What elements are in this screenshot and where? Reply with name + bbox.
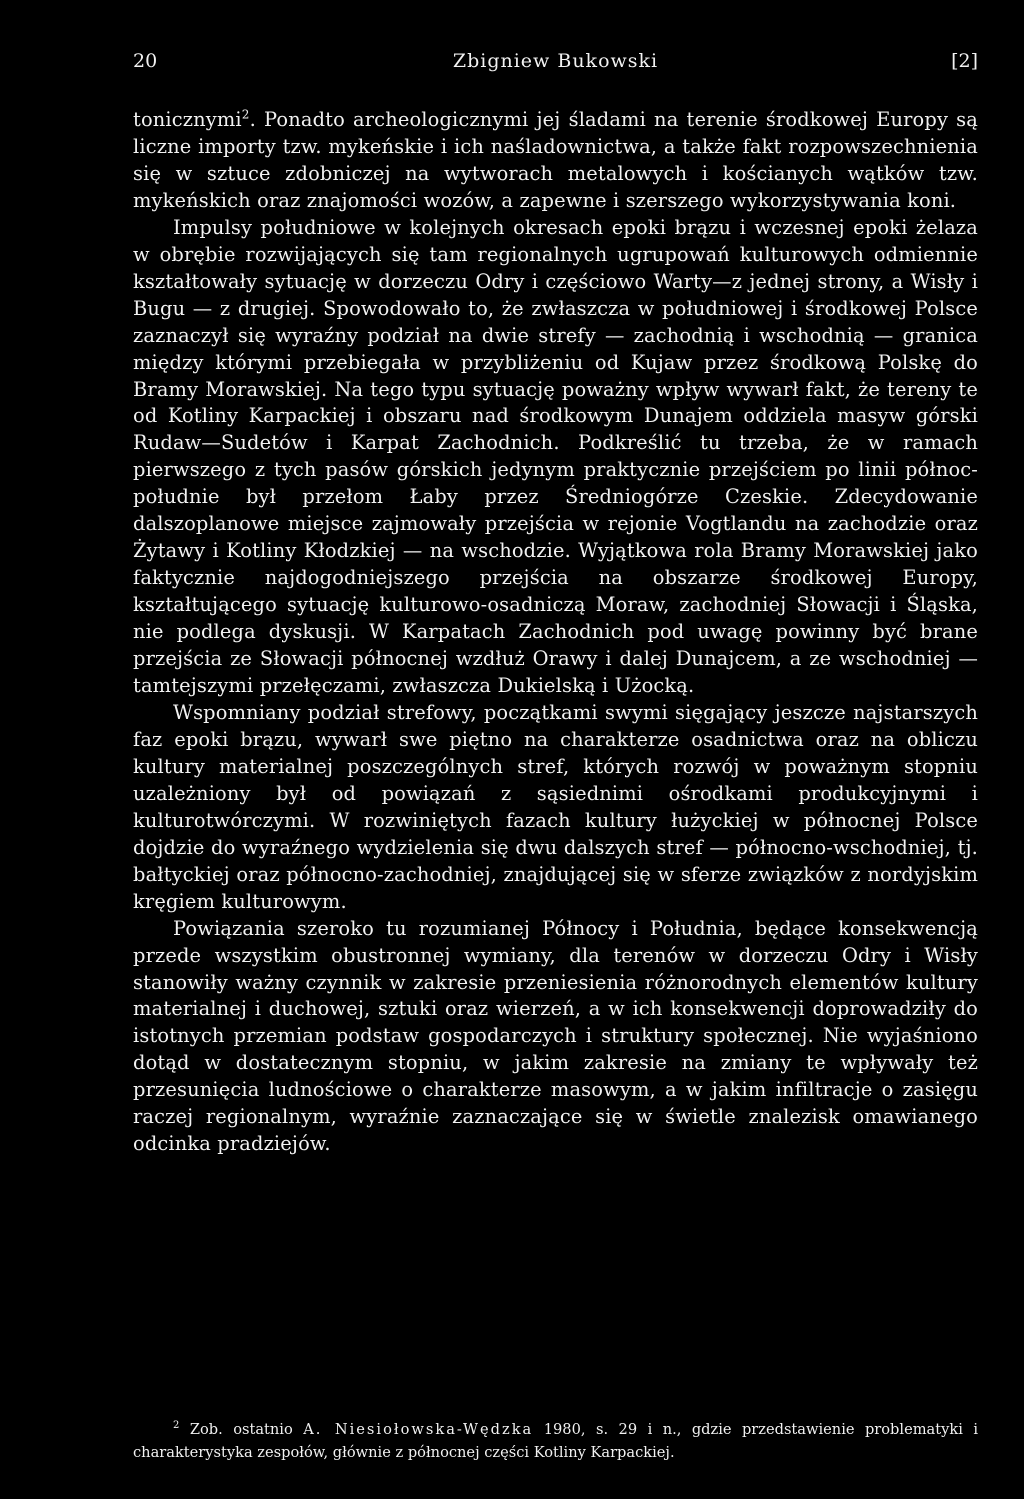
- paragraph-1-rest: . Ponadto archeologicznymi jej śladami na terenie środkowej Europy są liczne importy tzw. mykeńskie i ich naśladownictwa, a także fakt rozpowszechnienia się w sztuce zdobniczej na wytworach metalowych i kościanych wątków tzw. mykeńskich oraz znajomości wozów, a zapewne i szerszego wykorzystywania koni.: [133, 108, 978, 212]
- footnote-reference[interactable]: 2: [241, 107, 250, 122]
- paragraph-4: Powiązania szeroko tu rozumianej Północy i Południa, będące konsekwencją przede wszystkim obustronnej wymiany, dla terenów w dorzeczu Odry i Wisły stanowiły ważny czynnik w zakresie przeniesienia różnorodnych elementów kultury materialnej i duchowej, sztuki oraz wierzeń, a w ich konsekwencji doprowadziły do istotnych przemian podstaw gospodarczych i struktury społecznej. Nie wyjaśniono dotąd w dostatecznym stopniu, w jakim zakresie na zmiany te wpływały też przesunięcia ludnościowe o charakterze masowym, a w jakim infiltracje o zasięgu raczej regionalnym, wyraźnie zaznaczające się w świetle znalezisk omawianego odcinka pradziejów.: [133, 916, 978, 1156]
- running-head-author: Zbigniew Bukowski: [452, 50, 659, 72]
- main-text: [133, 107, 978, 1158]
- running-head: [133, 46, 978, 76]
- footnote-lead: Zob. ostatnio: [179, 1421, 304, 1438]
- page-number: 20: [133, 50, 158, 72]
- footnote-rest: 1980, s. 29 i n., gdzie przedstawienie problematyki i charakterystyka zespołów, głównie z północnej części Kotliny Karpackiej.: [133, 1421, 978, 1461]
- footnote-2: [133, 1418, 978, 1464]
- paragraph-1-start: tonicznymi: [133, 108, 242, 131]
- footnote-mark: 2: [173, 1420, 180, 1432]
- paragraph-1: [133, 107, 978, 215]
- paragraph-2: Impulsy południowe w kolejnych okresach epoki brązu i wczesnej epoki żelaza w obrębie rozwijających się tam regionalnych ugrupowań kulturowych odmiennie kształtowały sytuację w dorzeczu Odry i częściowo Warty—z jednej strony, a Wisły i Bugu — z drugiej. Spowodowało to, że zwłaszcza w południowej i środkowej Polsce zaznaczył się wyraźny podział na dwie strefy — zachodnią i wschodnią — granica między którymi przebiegała w przybliżeniu od Kujaw przez środkową Polskę do Bramy Morawskiej. Na tego typu sytuację poważny wpływ wywarł fakt, że tereny te od Kotliny Karpackiej i obszaru nad środkowym Dunajem oddziela masyw górski Rudaw—Sudetów i Karpat Zachodnich. Podkreślić tu trzeba, że w ramach pierwszego z tych pasów górskich jedynym praktycznie przejściem po linii północ-południe był przełom Łaby przez Średniogórze Czeskie. Zdecydowanie dalszoplanowe miejsce zajmowały przejścia w rejonie Vogtlandu na zachodzie oraz Żytawy i Kotliny Kłodzkiej — na wschodzie. Wyjątkowa rola Bramy Morawskiej jako faktycznie najdogodniejszego przejścia na obszarze środkowej Europy, kształtującego sytuację kulturowo-osadniczą Moraw, zachodniej Słowacji i Śląska, nie podlega dyskusji. W Karpatach Zachodnich pod uwagę powinny być brane przejścia ze Słowacji północnej wzdłuż Orawy i dalej Dunajcem, a ze wschodniej — tamtejszymi przełęczami, zwłaszcza Dukielską i Użocką.: [133, 215, 978, 698]
- section-number: [2]: [951, 50, 978, 72]
- footnotes: [133, 1418, 978, 1464]
- footnote-cited-author: A. Niesiołowska-Wędzka: [303, 1421, 534, 1438]
- paragraph-3: Wspomniany podział strefowy, początkami swymi sięgający jeszcze najstarszych faz epoki brązu, wywarł swe piętno na charakterze osadnictwa oraz na obliczu kultury materialnej poszczególnych stref, których rozwój w poważnym stopniu uzależniony był od powiązań z sąsiednimi ośrodkami produkcyjnymi i kulturotwórczymi. W rozwiniętych fazach kultury łużyckiej w północnej Polsce dojdzie do wyraźnego wydzielenia się dwu dalszych stref — północno-wschodniej, tj. bałtyckiej oraz północno-zachodniej, znajdującej się w sferze związków z nordyjskim kręgiem kulturowym.: [133, 700, 978, 913]
